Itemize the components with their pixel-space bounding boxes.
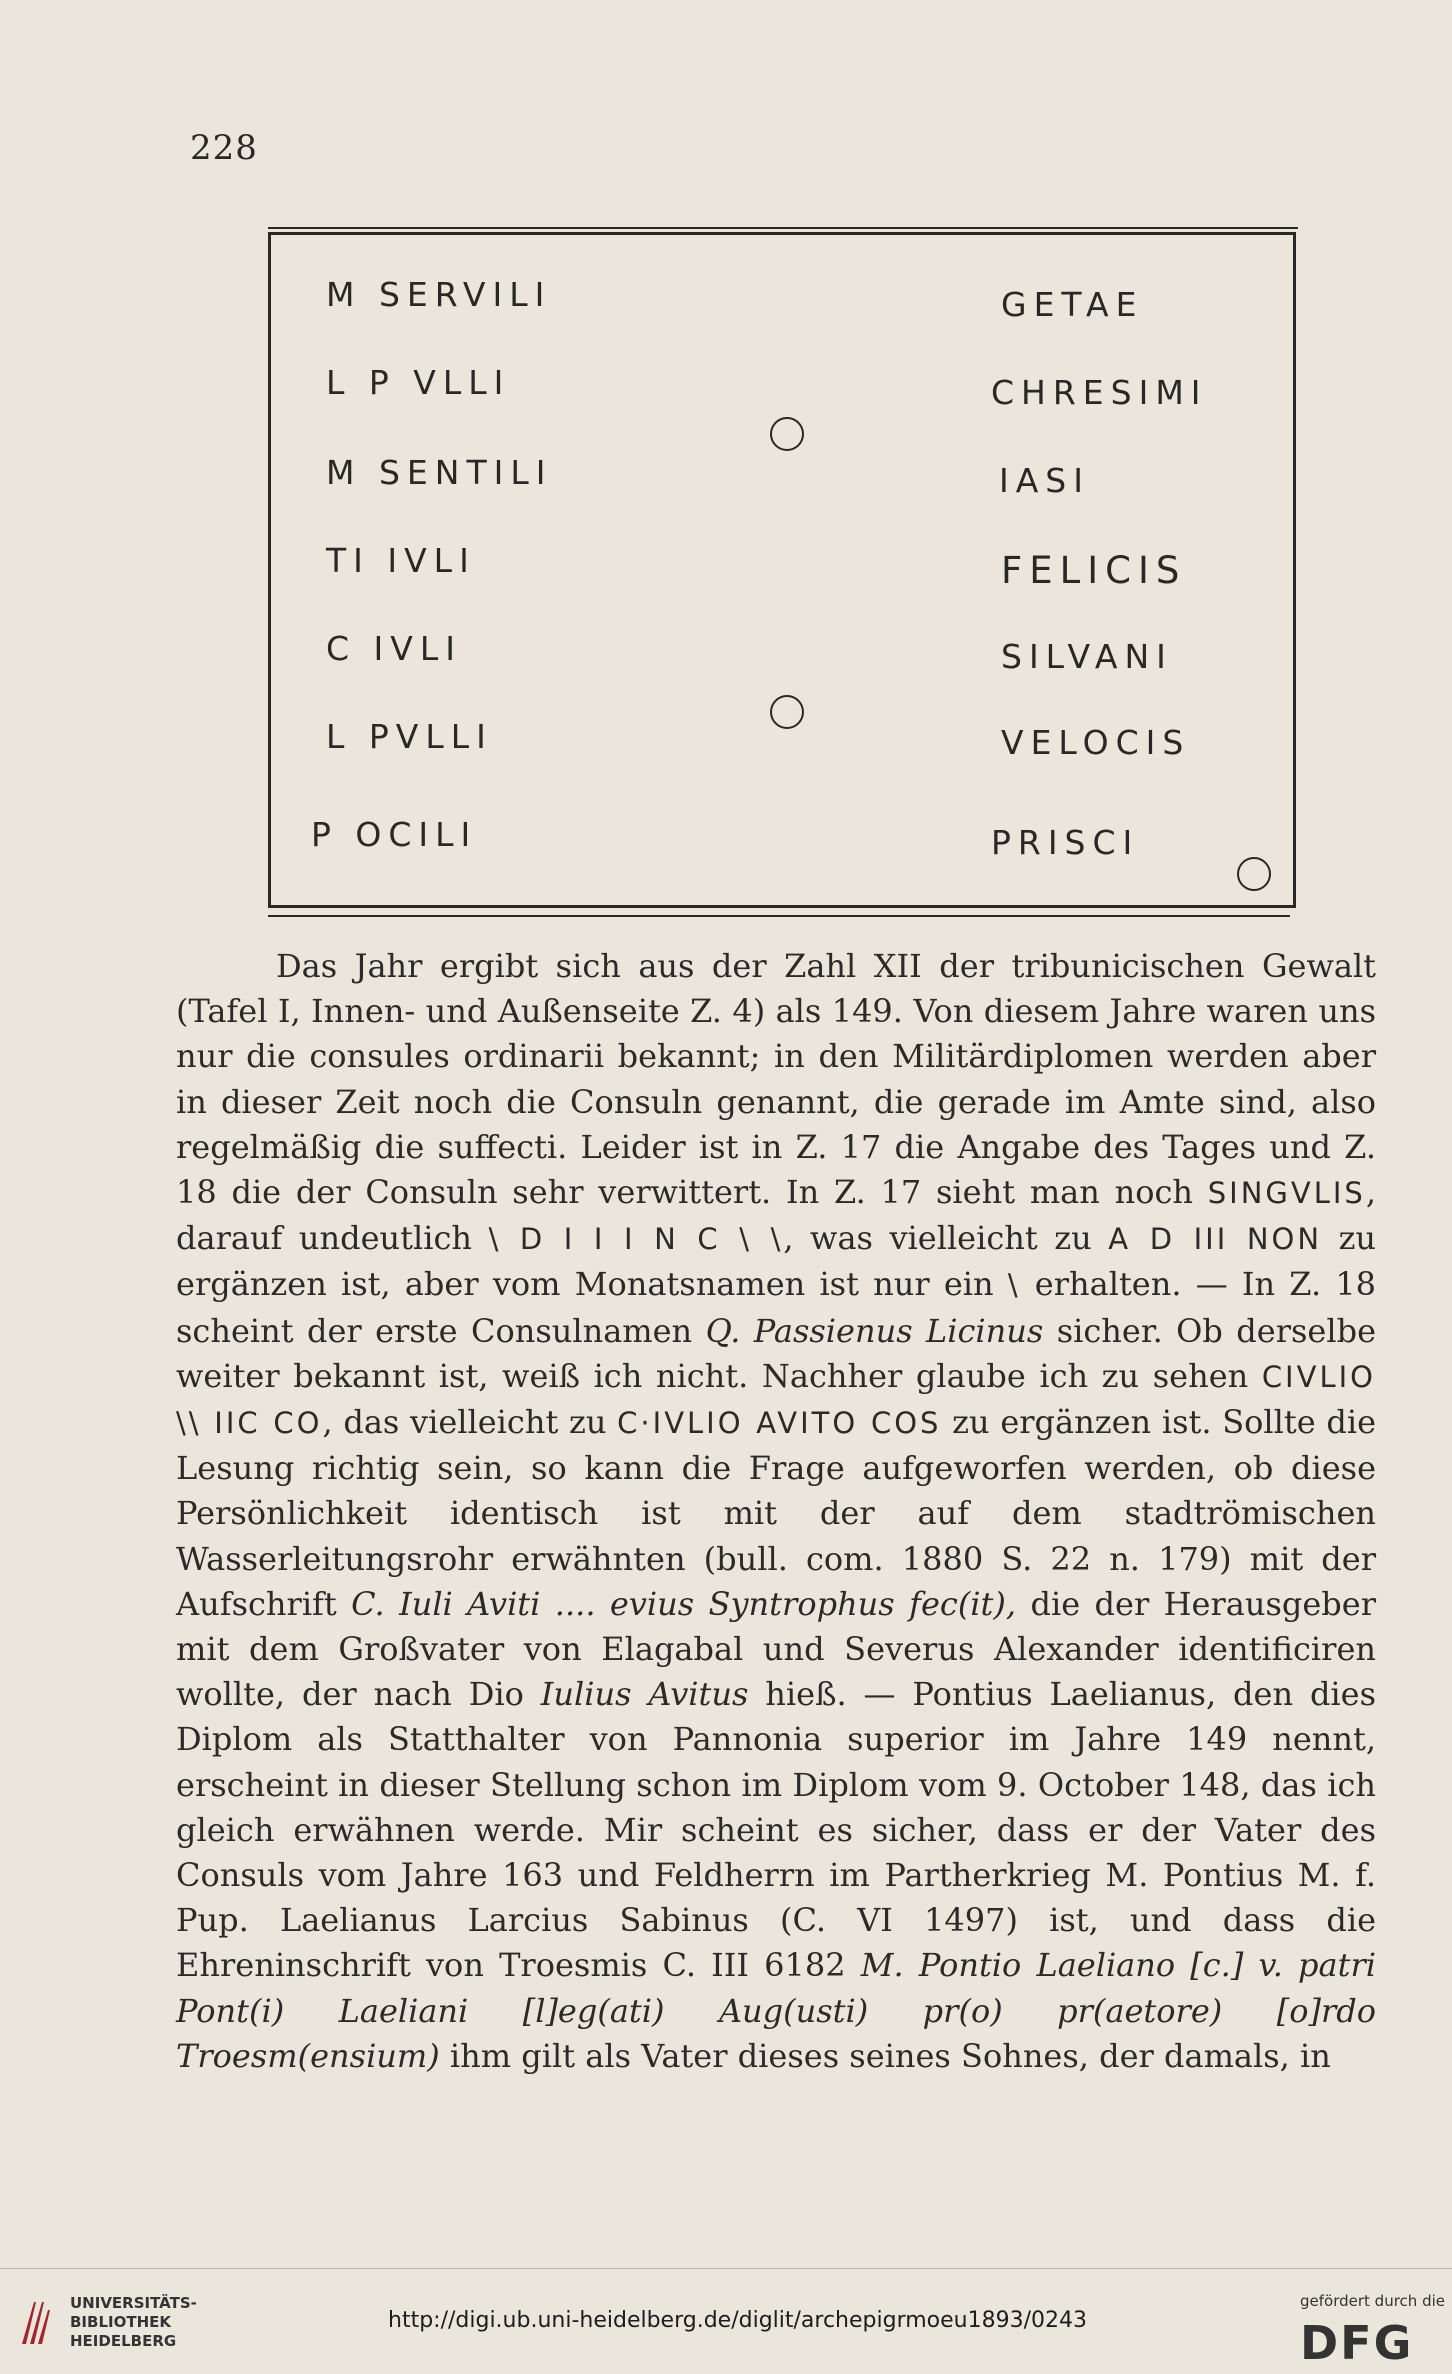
rivet-hole-icon <box>770 695 804 729</box>
inscription-right-line: FELICIS <box>1001 549 1187 592</box>
inscription-left-line: M SENTILI <box>326 453 553 492</box>
inscription-right-line: PRISCI <box>991 823 1140 862</box>
inscription-right-line: IASI <box>999 461 1090 500</box>
italic-name: M. Pontio Laeliano [c.] v. patri Pont(i) Laeliani [l]eg(ati) Aug(usti) pr(o) pr(aetore) [o]rdo Troesm(ensium) <box>176 1946 1377 2075</box>
footer <box>0 2268 1452 2374</box>
rivet-hole-icon <box>1237 857 1271 891</box>
inscription-left-line: L PVLLI <box>326 717 493 756</box>
inscription-right-line: VELOCIS <box>1001 723 1191 762</box>
library-name: UNIVERSITÄTS- BIBLIOTHEK HEIDELBERG <box>70 2294 197 2350</box>
inscription-right-line: SILVANI <box>1001 637 1173 676</box>
inscription-quote: A D III NON <box>1108 1222 1323 1257</box>
funding-label: gefördert durch die <box>1300 2292 1445 2310</box>
inscription-box <box>268 232 1296 908</box>
source-url[interactable]: http://digi.ub.uni-heidelberg.de/diglit/archepigrmoeu1893/0243 <box>388 2308 1087 2333</box>
inscription-left-line: TI IVLI <box>326 541 476 580</box>
dfg-logo: DFG <box>1300 2316 1414 2370</box>
paragraph: Das Jahr ergibt sich aus der Zahl XII der tribunicischen Gewalt (Tafel I, Innen- und Außenseite Z. 4) als 149. Von diesem Jahre waren uns nur die consules ordinarii bekannt; in den Militärdiplomen werden aber in dieser Zeit noch die Consuln genannt, die gerade im Amte sind, also regelmäßig die suffecti. Leider ist in Z. 17 die Angabe des Tages und Z. 18 die der Consuln sehr verwittert. In Z. 17 sieht man noch SINGVLIS, darauf undeutlich \ D I I I N C \ \, was vielleicht zu A D III NON zu ergänzen ist, aber vom Monatsnamen ist nur ein \ erhalten. — In Z. 18 scheint der erste Consulnamen Q. Passienus Licinus sicher. Ob derselbe weiter bekannt ist, weiß ich nicht. Nachher glaube ich zu sehen CIVLIO \\ IIC CO, das vielleicht zu C·IVLIO AVITO COS zu ergänzen ist. Sollte die Lesung richtig sein, so kann die Frage aufgeworfen werden, ob diese Persönlichkeit identisch ist mit der auf dem stadtrömischen Wasserleitungsrohr erwähnten (bull. com. 1880 S. 22 n. 179) mit der Aufschrift C. Iuli Aviti .... evius Syntrophus fec(it), die der Herausgeber mit dem Großvater von Elagabal und Severus Alexander identificiren wollte, der nach Dio Iulius Avitus hieß. — Pontius Laelianus, den dies Diplom als Statthalter von Pannonia superior im Jahre 149 nennt, erscheint in dieser Stellung schon im Diplom vom 9. October 148, das ich gleich erwähnen werde. Mir scheint es sicher, dass er der Vater des Consuls vom Jahre 163 und Feldherrn im Partherkrieg M. Pontius M. f. Pup. Laelianus Larcius Sabinus (C. VI 1497) ist, und dass die Ehreninschrift von Troesmis C. III 6182 M. Pontio Laeliano [c.] v. patri Pont(i) Laeliani [l]eg(ati) Aug(usti) pr(o) pr(aetore) [o]rdo Troesm(ensium) ihm gilt als Vater dieses seines Sohnes, der damals, in <box>176 947 1377 2075</box>
italic-name: C. Iuli Aviti .... evius Syntrophus fec(it), <box>351 1584 1017 1623</box>
inscription-left-line: L P VLLI <box>326 363 511 402</box>
inscription-left-line: P OCILI <box>311 815 478 854</box>
rivet-hole-icon <box>770 417 804 451</box>
footer-divider <box>0 2268 1452 2269</box>
inscription-right-line: GETAE <box>1001 285 1144 324</box>
inscription-fragment: CIVLIO \\ IIC CO <box>176 1359 1376 1441</box>
inscription-quote: SINGVLIS <box>1207 1176 1366 1211</box>
library-logo-icon <box>18 2298 52 2346</box>
inscription-right-line: CHRESIMI <box>991 373 1208 412</box>
body-text <box>176 944 1376 2079</box>
italic-name: Iulius Avitus <box>540 1675 749 1714</box>
inscription-left-line: C IVLI <box>326 629 462 668</box>
page-number: 228 <box>190 128 258 168</box>
inscription-fragment: \ D I I I N C \ \ <box>488 1222 784 1257</box>
inscription-left-line: M SERVILI <box>326 275 552 314</box>
italic-name: Q. Passienus Licinus <box>705 1311 1044 1350</box>
inscription-quote: C·IVLIO AVITO COS <box>617 1406 942 1441</box>
inscription-fragment: \ <box>1007 1268 1021 1303</box>
